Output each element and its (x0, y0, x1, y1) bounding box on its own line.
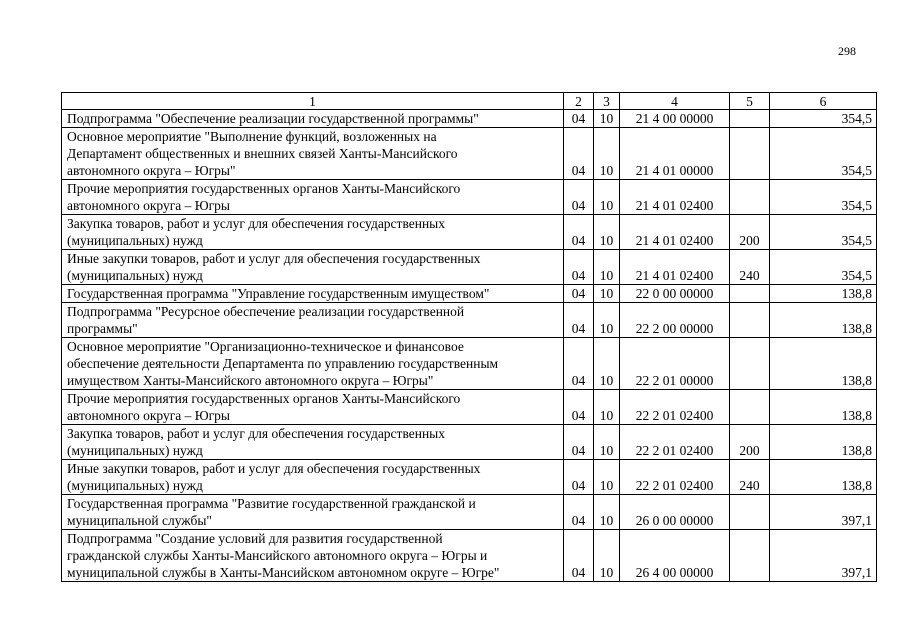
row-name-cell (62, 250, 564, 285)
subsection-code-cell: 10 (594, 460, 620, 495)
expense-type-cell: 240 (730, 460, 770, 495)
target-article-cell: 21 4 01 02400 (620, 250, 730, 285)
table-row (62, 390, 877, 425)
row-name-line: Иные закупки товаров, работ и услуг для обеспечения государственных (67, 461, 481, 476)
subsection-code-cell: 10 (594, 338, 620, 390)
row-name-cell (62, 180, 564, 215)
amount-cell: 354,5 (770, 110, 877, 128)
amount-cell: 397,1 (770, 530, 877, 582)
expense-type-cell (730, 285, 770, 303)
expense-type-cell (730, 303, 770, 338)
amount-cell: 138,8 (770, 425, 877, 460)
row-name-line: Закупка товаров, работ и услуг для обеспечения государственных (67, 426, 446, 441)
section-code-cell: 04 (564, 285, 594, 303)
row-name-line: автономного округа – Югры (67, 408, 230, 423)
section-code-cell: 04 (564, 180, 594, 215)
row-name-line: Государственная программа "Развитие государственной гражданской и (67, 496, 476, 511)
row-name-line: имуществом Ханты-Мансийского автономного округа – Югры" (67, 373, 434, 388)
page-number: 298 (838, 44, 856, 58)
table-row (62, 460, 877, 495)
expense-type-cell (730, 338, 770, 390)
row-name-line: Департамент общественных и внешних связей Ханты-Мансийского (67, 146, 458, 161)
target-article-cell: 26 4 00 00000 (620, 530, 730, 582)
target-article-cell: 22 0 00 00000 (620, 285, 730, 303)
expense-type-cell (730, 495, 770, 530)
expense-type-cell: 240 (730, 250, 770, 285)
table-row (62, 128, 877, 180)
section-code-cell: 04 (564, 215, 594, 250)
row-name-cell (62, 390, 564, 425)
target-article-cell: 26 0 00 00000 (620, 495, 730, 530)
table-row (62, 215, 877, 250)
row-name-line: (муниципальных) нужд (67, 443, 203, 458)
table-row (62, 495, 877, 530)
expense-type-cell (730, 128, 770, 180)
row-name-line: (муниципальных) нужд (67, 478, 203, 493)
row-name-cell (62, 338, 564, 390)
amount-cell: 354,5 (770, 180, 877, 215)
row-name-cell (62, 110, 564, 128)
subsection-code-cell: 10 (594, 303, 620, 338)
subsection-code-cell: 10 (594, 285, 620, 303)
table-row (62, 303, 877, 338)
row-name-line: автономного округа – Югры" (67, 163, 236, 178)
subsection-code-cell: 10 (594, 110, 620, 128)
row-name-line: Подпрограмма "Создание условий для развития государственной (67, 531, 443, 546)
budget-table (61, 92, 877, 582)
section-code-cell: 04 (564, 303, 594, 338)
section-code-cell: 04 (564, 390, 594, 425)
subsection-code-cell: 10 (594, 180, 620, 215)
subsection-code-cell: 10 (594, 530, 620, 582)
row-name-line: гражданской службы Ханты-Мансийского автономного округа – Югры и (67, 548, 488, 563)
subsection-code-cell: 10 (594, 215, 620, 250)
expense-type-cell (730, 180, 770, 215)
row-name-line: Иные закупки товаров, работ и услуг для обеспечения государственных (67, 251, 481, 266)
target-article-cell: 21 4 00 00000 (620, 110, 730, 128)
amount-cell: 397,1 (770, 495, 877, 530)
expense-type-cell: 200 (730, 425, 770, 460)
target-article-cell: 22 2 01 02400 (620, 390, 730, 425)
subsection-code-cell: 10 (594, 250, 620, 285)
row-name-cell (62, 303, 564, 338)
amount-cell: 354,5 (770, 250, 877, 285)
amount-cell: 138,8 (770, 460, 877, 495)
table-row (62, 110, 877, 128)
row-name-line: Основное мероприятие "Организационно-техническое и финансовое (67, 339, 464, 354)
table-header-row (62, 93, 877, 110)
section-code-cell: 04 (564, 250, 594, 285)
amount-cell: 138,8 (770, 338, 877, 390)
row-name-cell (62, 215, 564, 250)
header-col-6: 6 (770, 93, 877, 110)
row-name-line: (муниципальных) нужд (67, 268, 203, 283)
section-code-cell: 04 (564, 495, 594, 530)
target-article-cell: 21 4 01 00000 (620, 128, 730, 180)
row-name-cell (62, 285, 564, 303)
table-row (62, 425, 877, 460)
amount-cell: 354,5 (770, 128, 877, 180)
table-row (62, 285, 877, 303)
expense-type-cell (730, 530, 770, 582)
header-col-3: 3 (594, 93, 620, 110)
row-name-line: Основное мероприятие "Выполнение функций, возложенных на (67, 129, 437, 144)
amount-cell: 138,8 (770, 390, 877, 425)
target-article-cell: 22 2 00 00000 (620, 303, 730, 338)
amount-cell: 138,8 (770, 285, 877, 303)
table-body (62, 110, 877, 582)
target-article-cell: 21 4 01 02400 (620, 180, 730, 215)
expense-type-cell: 200 (730, 215, 770, 250)
section-code-cell: 04 (564, 110, 594, 128)
section-code-cell: 04 (564, 460, 594, 495)
subsection-code-cell: 10 (594, 128, 620, 180)
section-code-cell: 04 (564, 338, 594, 390)
target-article-cell: 22 2 01 02400 (620, 460, 730, 495)
table-row (62, 180, 877, 215)
subsection-code-cell: 10 (594, 495, 620, 530)
row-name-line: Закупка товаров, работ и услуг для обеспечения государственных (67, 216, 446, 231)
expense-type-cell (730, 110, 770, 128)
target-article-cell: 22 2 01 02400 (620, 425, 730, 460)
row-name-line: Государственная программа "Управление государственным имуществом" (67, 286, 490, 301)
target-article-cell: 21 4 01 02400 (620, 215, 730, 250)
section-code-cell: 04 (564, 530, 594, 582)
header-col-1: 1 (62, 93, 564, 110)
row-name-line: Подпрограмма "Обеспечение реализации государственной программы" (67, 111, 479, 126)
row-name-line: муниципальной службы в Ханты-Мансийском автономном округе – Югре" (67, 565, 500, 580)
section-code-cell: 04 (564, 128, 594, 180)
row-name-cell (62, 495, 564, 530)
row-name-cell (62, 530, 564, 582)
row-name-line: Прочие мероприятия государственных органов Ханты-Мансийского (67, 181, 461, 196)
header-col-2: 2 (564, 93, 594, 110)
row-name-line: муниципальной службы" (67, 513, 212, 528)
expense-type-cell (730, 390, 770, 425)
subsection-code-cell: 10 (594, 390, 620, 425)
row-name-line: автономного округа – Югры (67, 198, 230, 213)
amount-cell: 138,8 (770, 303, 877, 338)
target-article-cell: 22 2 01 00000 (620, 338, 730, 390)
row-name-cell (62, 460, 564, 495)
header-col-4: 4 (620, 93, 730, 110)
row-name-line: (муниципальных) нужд (67, 233, 203, 248)
row-name-line: обеспечение деятельности Департамента по управлению государственным (67, 356, 499, 371)
table-row (62, 338, 877, 390)
row-name-line: Подпрограмма "Ресурсное обеспечение реализации государственной (67, 304, 465, 319)
row-name-line: Прочие мероприятия государственных органов Ханты-Мансийского (67, 391, 461, 406)
row-name-cell (62, 128, 564, 180)
table-row (62, 250, 877, 285)
header-col-5: 5 (730, 93, 770, 110)
row-name-cell (62, 425, 564, 460)
section-code-cell: 04 (564, 425, 594, 460)
subsection-code-cell: 10 (594, 425, 620, 460)
amount-cell: 354,5 (770, 215, 877, 250)
table-row (62, 530, 877, 582)
row-name-line: программы" (67, 321, 138, 336)
